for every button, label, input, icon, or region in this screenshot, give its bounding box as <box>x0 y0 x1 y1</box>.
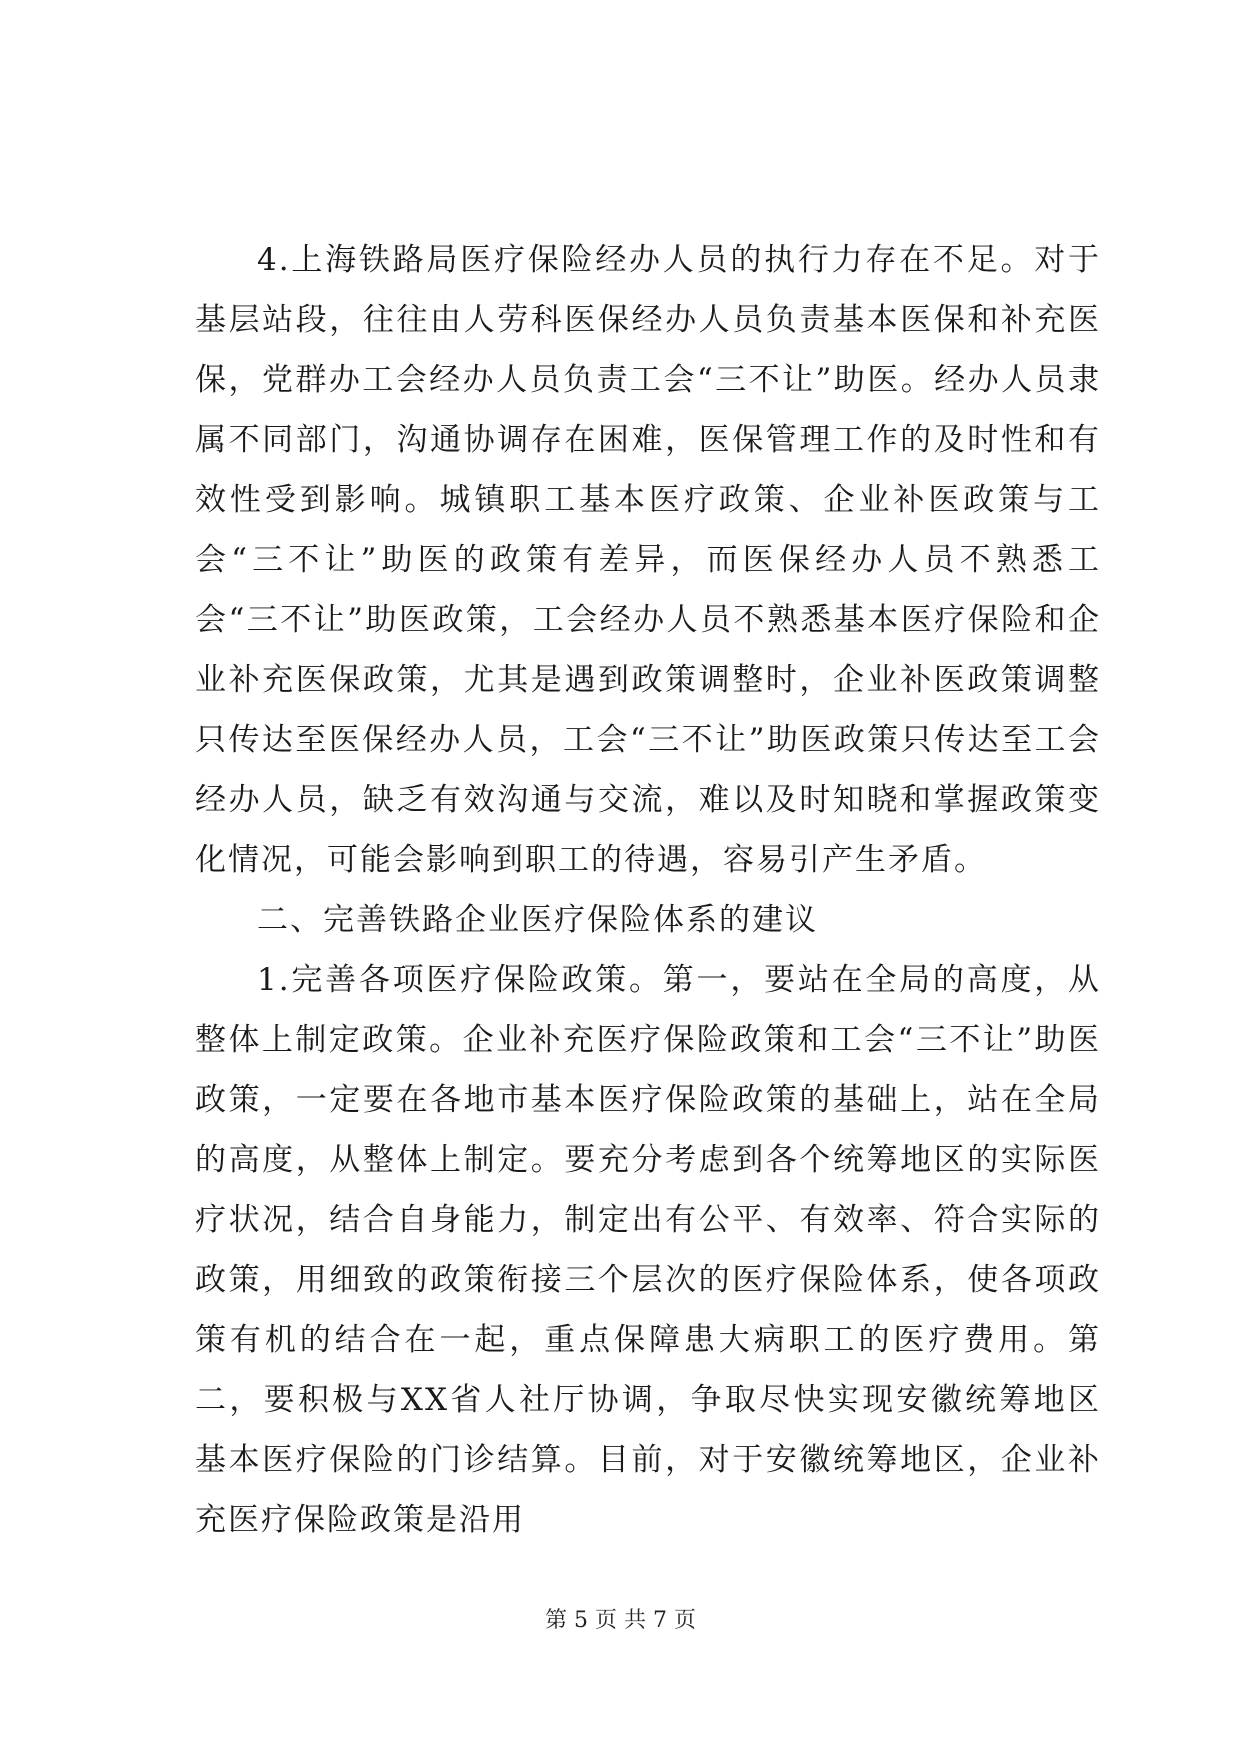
paragraph-executive-capacity: 4.上海铁路局医疗保险经办人员的执行力存在不足。对于基层站段，往往由人劳科医保经办人员负责基本医保和补充医保，党群办工会经办人员负责工会“三不让”助医。经办人员隶属不同部门，沟通协调存在困难，医保管理工作的及时性和有效性受到影响。城镇职工基本医疗政策、企业补医政策与工会“三不让”助医的政策有差异，而医保经办人员不熟悉工会“三不让”助医政策，工会经办人员不熟悉基本医疗保险和企业补充医保政策，尤其是遇到政策调整时，企业补医政策调整只传达至医保经办人员，工会“三不让”助医政策只传达至工会经办人员，缺乏有效沟通与交流，难以及时知晓和掌握政策变化情况，可能会影响到职工的待遇，容易引产生矛盾。 <box>195 242 1101 878</box>
document-body <box>195 230 1101 1550</box>
paragraph-improve-policies: 1.完善各项医疗保险政策。第一，要站在全局的高度，从整体上制定政策。企业补充医疗保险政策和工会“三不让”助医政策，一定要在各地市基本医疗保险政策的基础上，站在全局的高度，从整体上制定。要充分考虑到各个统筹地区的实际医疗状况，结合自身能力，制定出有公平、有效率、符合实际的政策，用细致的政策衔接三个层次的医疗保险体系，使各项政策有机的结合在一起，重点保障患大病职工的医疗费用。第二，要积极与XX省人社厅协调，争取尽快实现安徽统筹地区基本医疗保险的门诊结算。目前，对于安徽统筹地区，企业补充医疗保险政策是沿用 <box>195 962 1101 1538</box>
section-heading-suggestions: 二、完善铁路企业医疗保险体系的建议 <box>257 902 818 938</box>
page-number-footer: 第 5 页 共 7 页 <box>545 1608 696 1633</box>
